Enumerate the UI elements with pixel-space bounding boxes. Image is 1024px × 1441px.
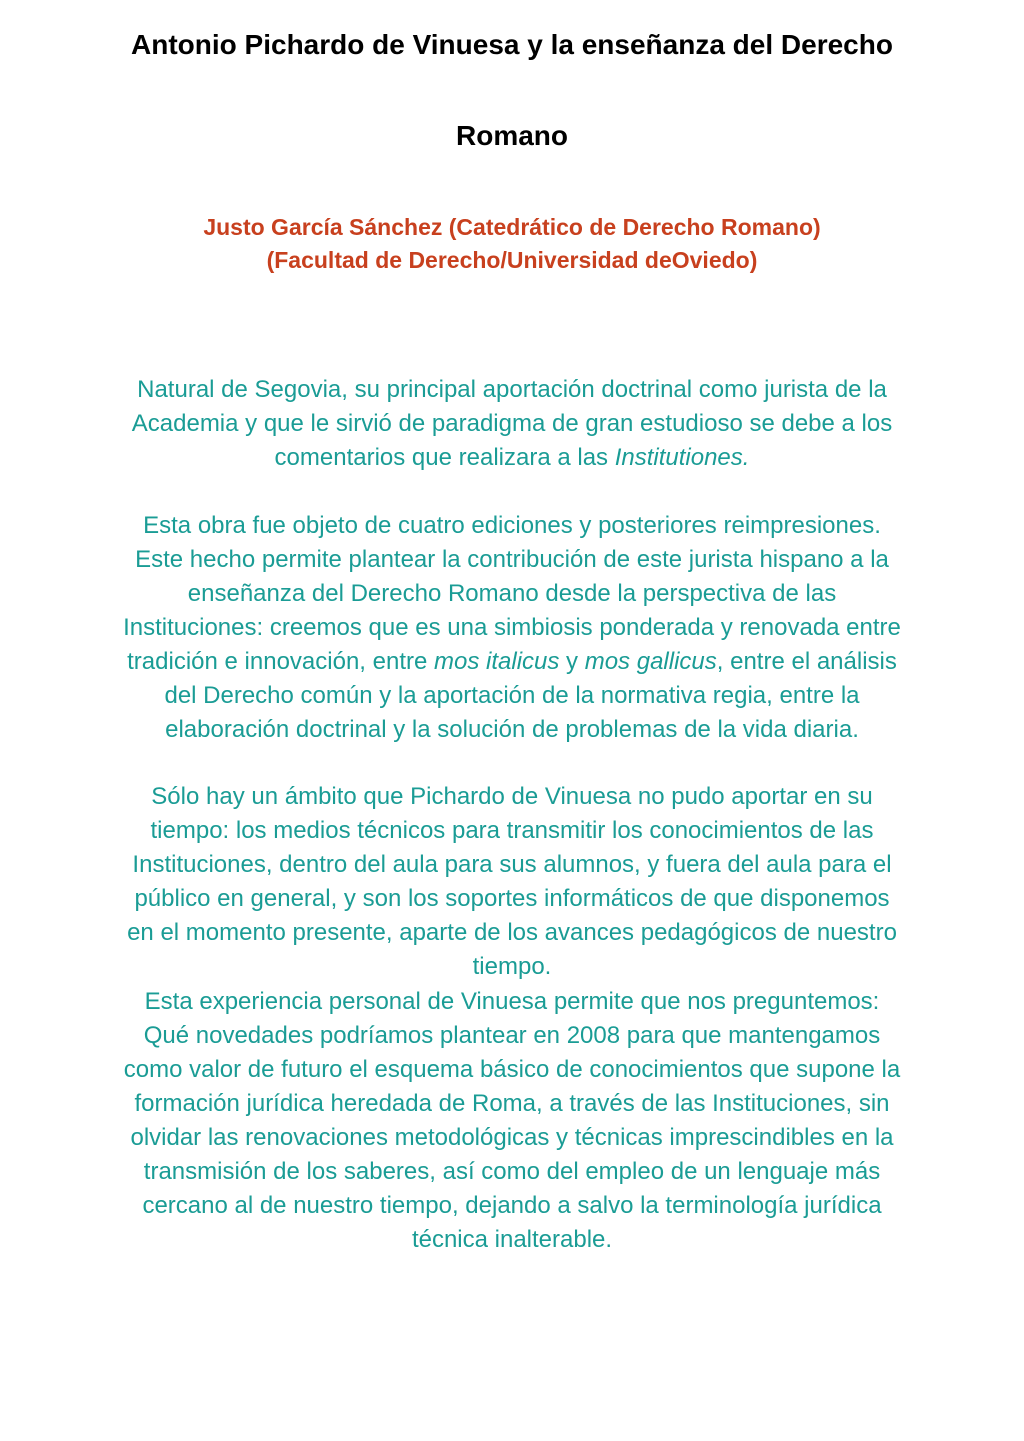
paragraph-4-line-8: técnica inalterable. [411, 1226, 613, 1253]
paragraph-2-line-1: Esta obra fue objeto de cuatro ediciones y posteriores reimpresiones. [143, 512, 881, 539]
paragraph-3 [40, 780, 984, 984]
paragraph-3-line-3: Instituciones, dentro del aula para sus alumnos, y fuera del aula para el [132, 851, 892, 878]
paragraph-1-line-1: Natural de Segovia, su principal aportación doctrinal como jurista de la [137, 376, 887, 403]
paragraph-3-line-2: tiempo: los medios técnicos para transmitir los conocimientos de las [150, 817, 874, 844]
author-line-1: Justo García Sánchez (Catedrático de Derecho Romano) [203, 214, 821, 240]
document-title-line-1: Antonio Pichardo de Vinuesa y la enseñanza del Derecho [131, 29, 893, 60]
institutiones-italic: Institutiones. [614, 444, 750, 471]
paragraph-1-line-3-text: comentarios que realizara a las [274, 444, 615, 471]
paragraph-3-line-5: en el momento presente, aparte de los avances pedagógicos de nuestro [127, 919, 897, 946]
paragraph-1 [40, 373, 984, 475]
document-title-line-2: Romano [456, 120, 568, 151]
paragraph-1-line-2: Academia y que le sirvió de paradigma de gran estudioso se debe a los [131, 410, 893, 437]
paragraph-2-line-5-mid: y [559, 648, 585, 675]
paragraph-2-line-7: elaboración doctrinal y la solución de problemas de la vida diaria. [165, 716, 859, 743]
paragraph-3-line-4: público en general, y son los soportes informáticos de que disponemos [134, 885, 890, 912]
paragraph-2-line-2: Este hecho permite plantear la contribución de este jurista hispano a la [135, 546, 889, 573]
paragraph-4-line-4: formación jurídica heredada de Roma, a través de las Instituciones, sin [134, 1090, 890, 1117]
paragraph-4-line-7: cercano al de nuestro tiempo, dejando a salvo la terminología jurídica [142, 1192, 882, 1219]
paragraph-2-line-4: Instituciones: creemos que es una simbiosis ponderada y renovada entre [123, 614, 901, 641]
author-line-2: (Facultad de Derecho/Universidad deOviedo) [266, 247, 758, 273]
paragraph-2-line-3: enseñanza del Derecho Romano desde la perspectiva de las [187, 580, 837, 607]
paragraph-4 [40, 985, 984, 1257]
paragraph-4-line-1: Esta experiencia personal de Vinuesa permite que nos preguntemos: [144, 988, 880, 1015]
paragraph-4-line-6: transmisión de los saberes, así como del empleo de un lenguaje más [143, 1158, 881, 1185]
mos-gallicus-italic: mos gallicus [584, 648, 717, 675]
paragraph-2-line-6: del Derecho común y la aportación de la normativa regia, entre la [164, 682, 860, 709]
paragraph-4-line-5: olvidar las renovaciones metodológicas y técnicas imprescindibles en la [130, 1124, 894, 1151]
paragraph-3-line-6: tiempo. [472, 953, 552, 980]
mos-italicus-italic: mos italicus [434, 648, 560, 675]
paragraph-2-line-5-post: , entre el análisis [716, 648, 897, 675]
paragraph-1-line-3 [40, 441, 984, 475]
paragraph-2 [40, 509, 984, 747]
paragraph-2-line-5-pre: tradición e innovación, entre [127, 648, 434, 675]
paragraph-4-line-3: como valor de futuro el esquema básico de conocimientos que supone la [123, 1056, 901, 1083]
paragraph-4-line-2: Qué novedades podríamos plantear en 2008 para que mantengamos [143, 1022, 881, 1049]
paragraph-3-line-1: Sólo hay un ámbito que Pichardo de Vinuesa no pudo aportar en su [151, 783, 873, 810]
paragraph-2-line-5 [40, 645, 984, 679]
